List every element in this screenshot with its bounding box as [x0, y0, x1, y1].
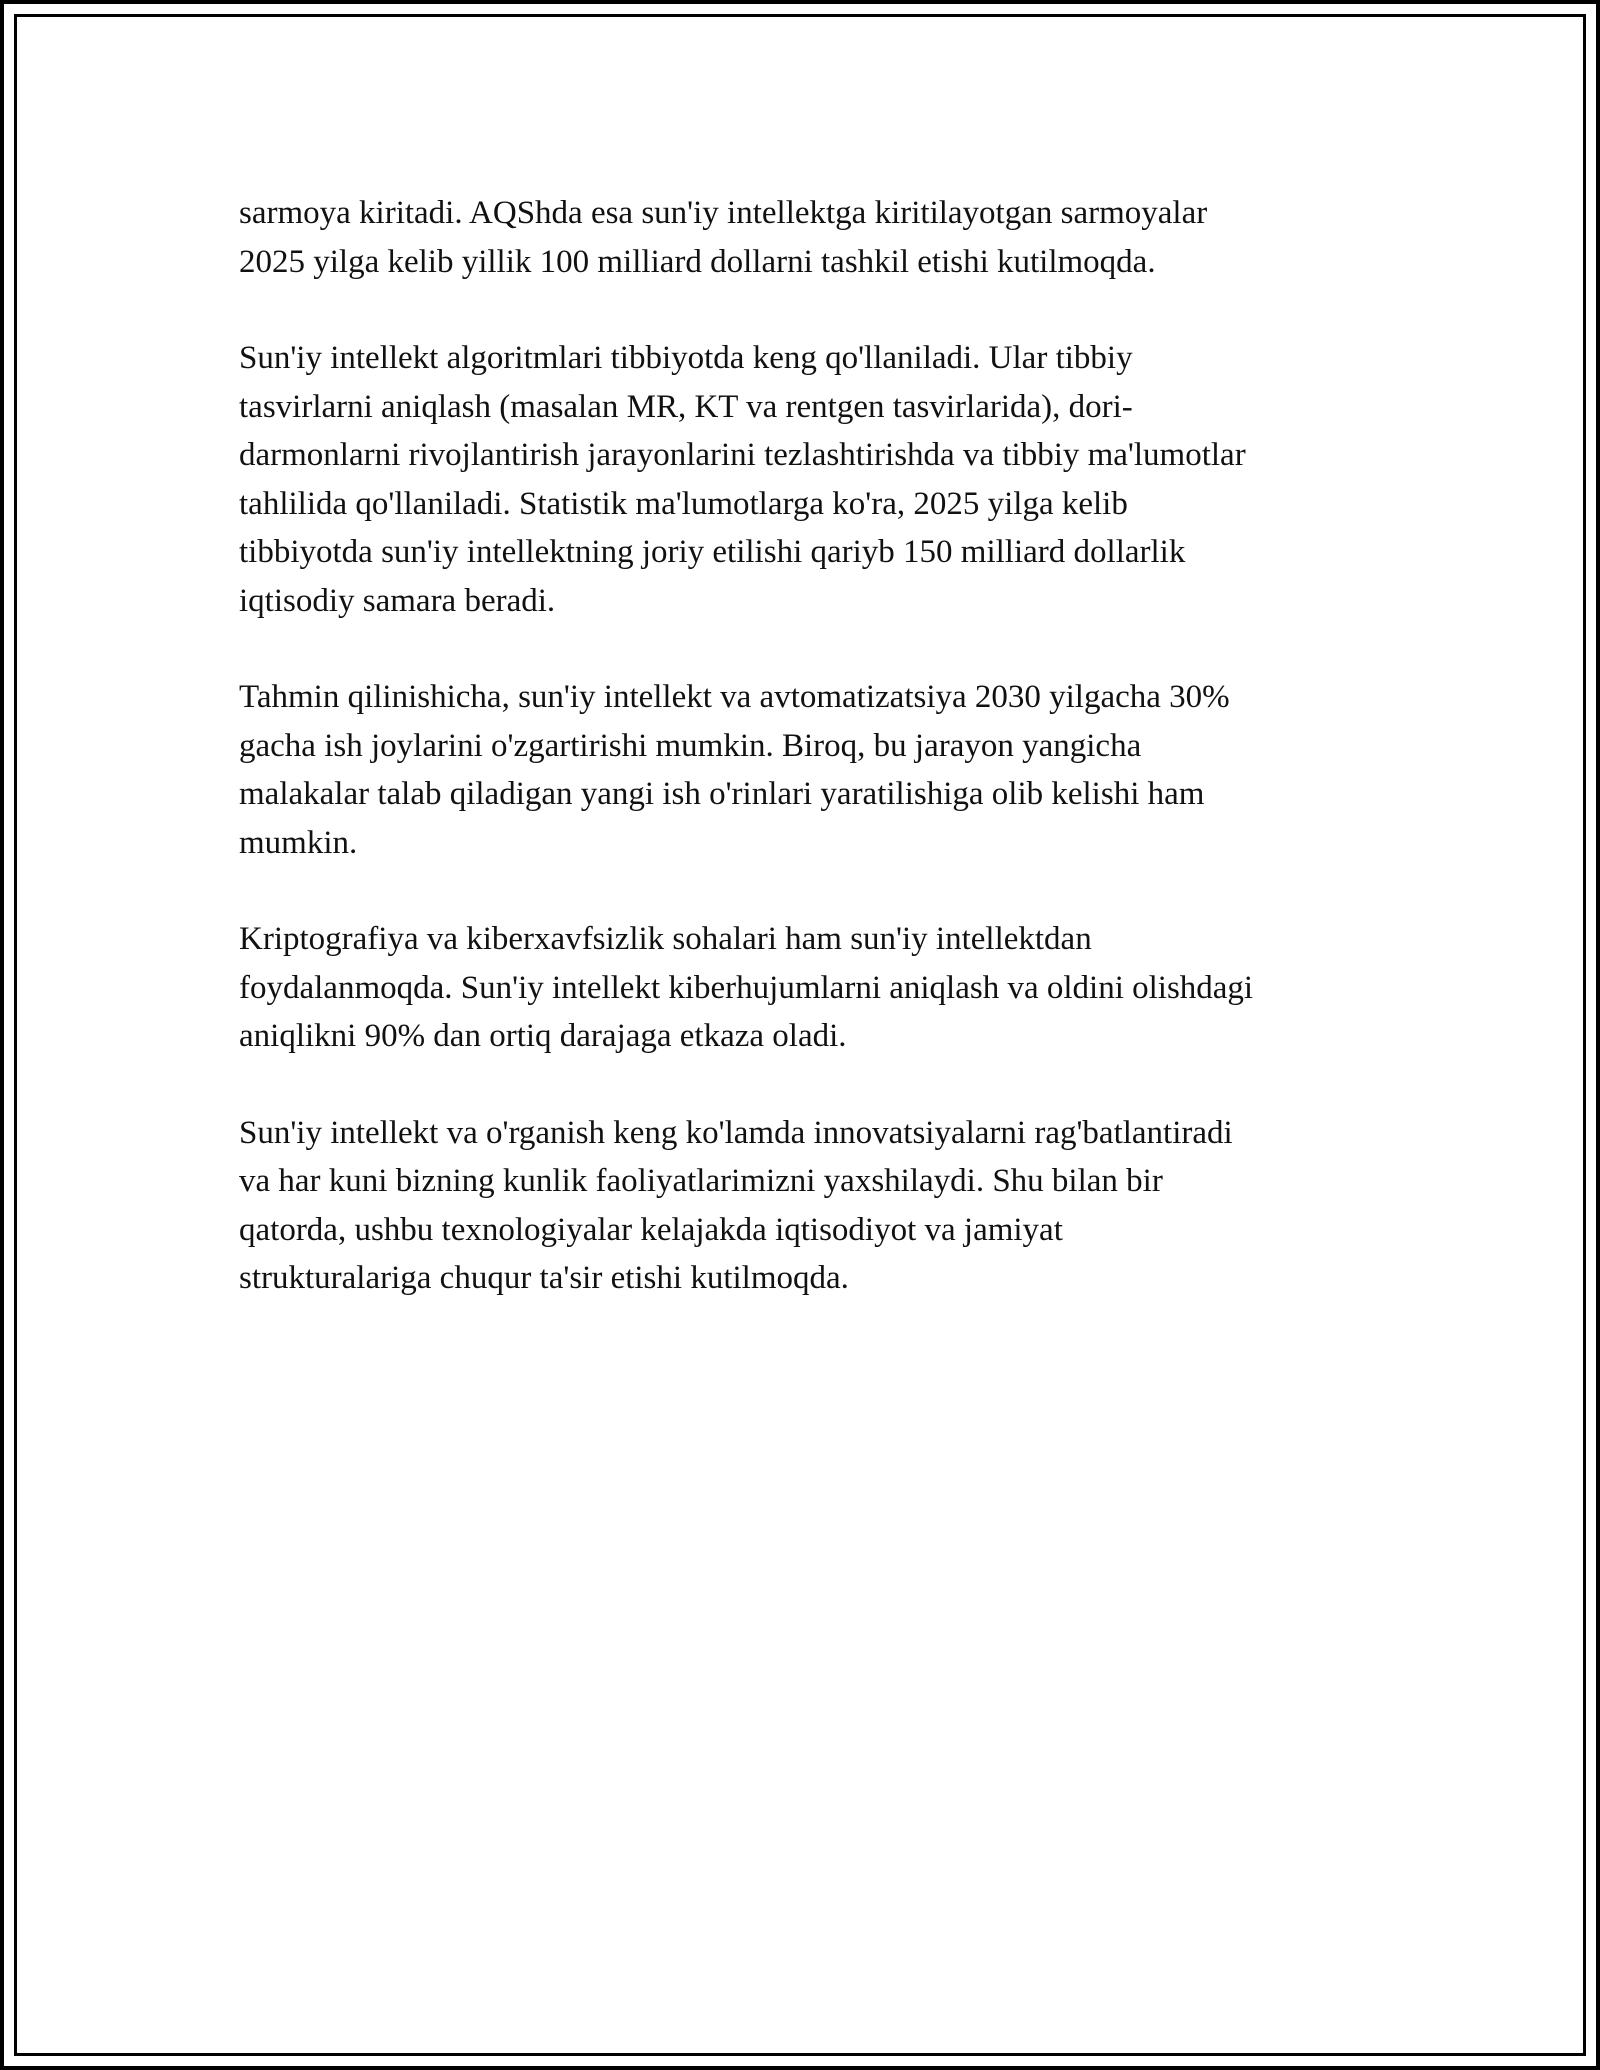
text-line: tahlilida qo'llaniladi. Statistik ma'lumotlarga ko'ra, 2025 yilga kelib — [239, 485, 1128, 522]
text-line: Sun'iy intellekt va o'rganish keng ko'lamda innovatsiyalarni rag'batlantiradi — [239, 1114, 1233, 1151]
text-line: iqtisodiy samara beradi. — [239, 582, 556, 619]
text-line: Sun'iy intellekt algoritmlari tibbiyotda keng qo'llaniladi. Ular tibbiy — [239, 340, 1133, 376]
text-line: aniqlikni 90% dan ortiq darajaga etkaza oladi. — [239, 1018, 847, 1054]
paragraph-employment — [239, 673, 1374, 867]
text-line: 2025 yilga kelib yillik 100 milliard dollarni tashkil etishi kutilmoqda. — [239, 243, 1156, 280]
text-line: tasvirlarni aniqlash (masalan MR, KT va rentgen tasvirlarida), dori- — [239, 388, 1133, 425]
document-body — [239, 189, 1374, 1351]
text-line: foydalanmoqda. Sun'iy intellekt kiberhujumlarni aniqlash va oldini olishdagi — [239, 969, 1254, 1006]
text-line: malakalar talab qiladigan yangi ish o'rinlari yaratilishiga olib kelishi ham — [239, 776, 1205, 812]
paragraph-cybersecurity — [239, 915, 1374, 1061]
text-line: strukturalariga chuqur ta'sir etishi kutilmoqda. — [239, 1260, 849, 1296]
paragraph-investment — [239, 189, 1374, 286]
text-line: mumkin. — [239, 824, 358, 861]
paragraph-conclusion — [239, 1109, 1374, 1303]
text-line: Tahmin qilinishicha, sun'iy intellekt va avtomatizatsiya 2030 yilgacha 30% — [239, 679, 1230, 715]
text-line: darmonlarni rivojlantirish jarayonlarini tezlashtirishda va tibbiy ma'lumotlar — [239, 437, 1246, 473]
text-line: Kriptografiya va kiberxavfsizlik sohalari ham sun'iy intellektdan — [239, 921, 1092, 957]
text-line: va har kuni bizning kunlik faoliyatlarimizni yaxshilaydi. Shu bilan bir — [239, 1163, 1163, 1199]
text-line: tibbiyotda sun'iy intellektning joriy etilishi qariyb 150 milliard dollarlik — [239, 534, 1186, 570]
text-line: qatorda, ushbu texnologiyalar kelajakda iqtisodiyot va jamiyat — [239, 1211, 1063, 1248]
text-line: gacha ish joylarini o'zgartirishi mumkin. Biroq, bu jarayon yangicha — [239, 727, 1142, 764]
paragraph-medicine — [239, 334, 1374, 625]
text-line: sarmoya kiritadi. AQShda esa sun'iy intellektga kiritilayotgan sarmoyalar — [239, 195, 1208, 231]
